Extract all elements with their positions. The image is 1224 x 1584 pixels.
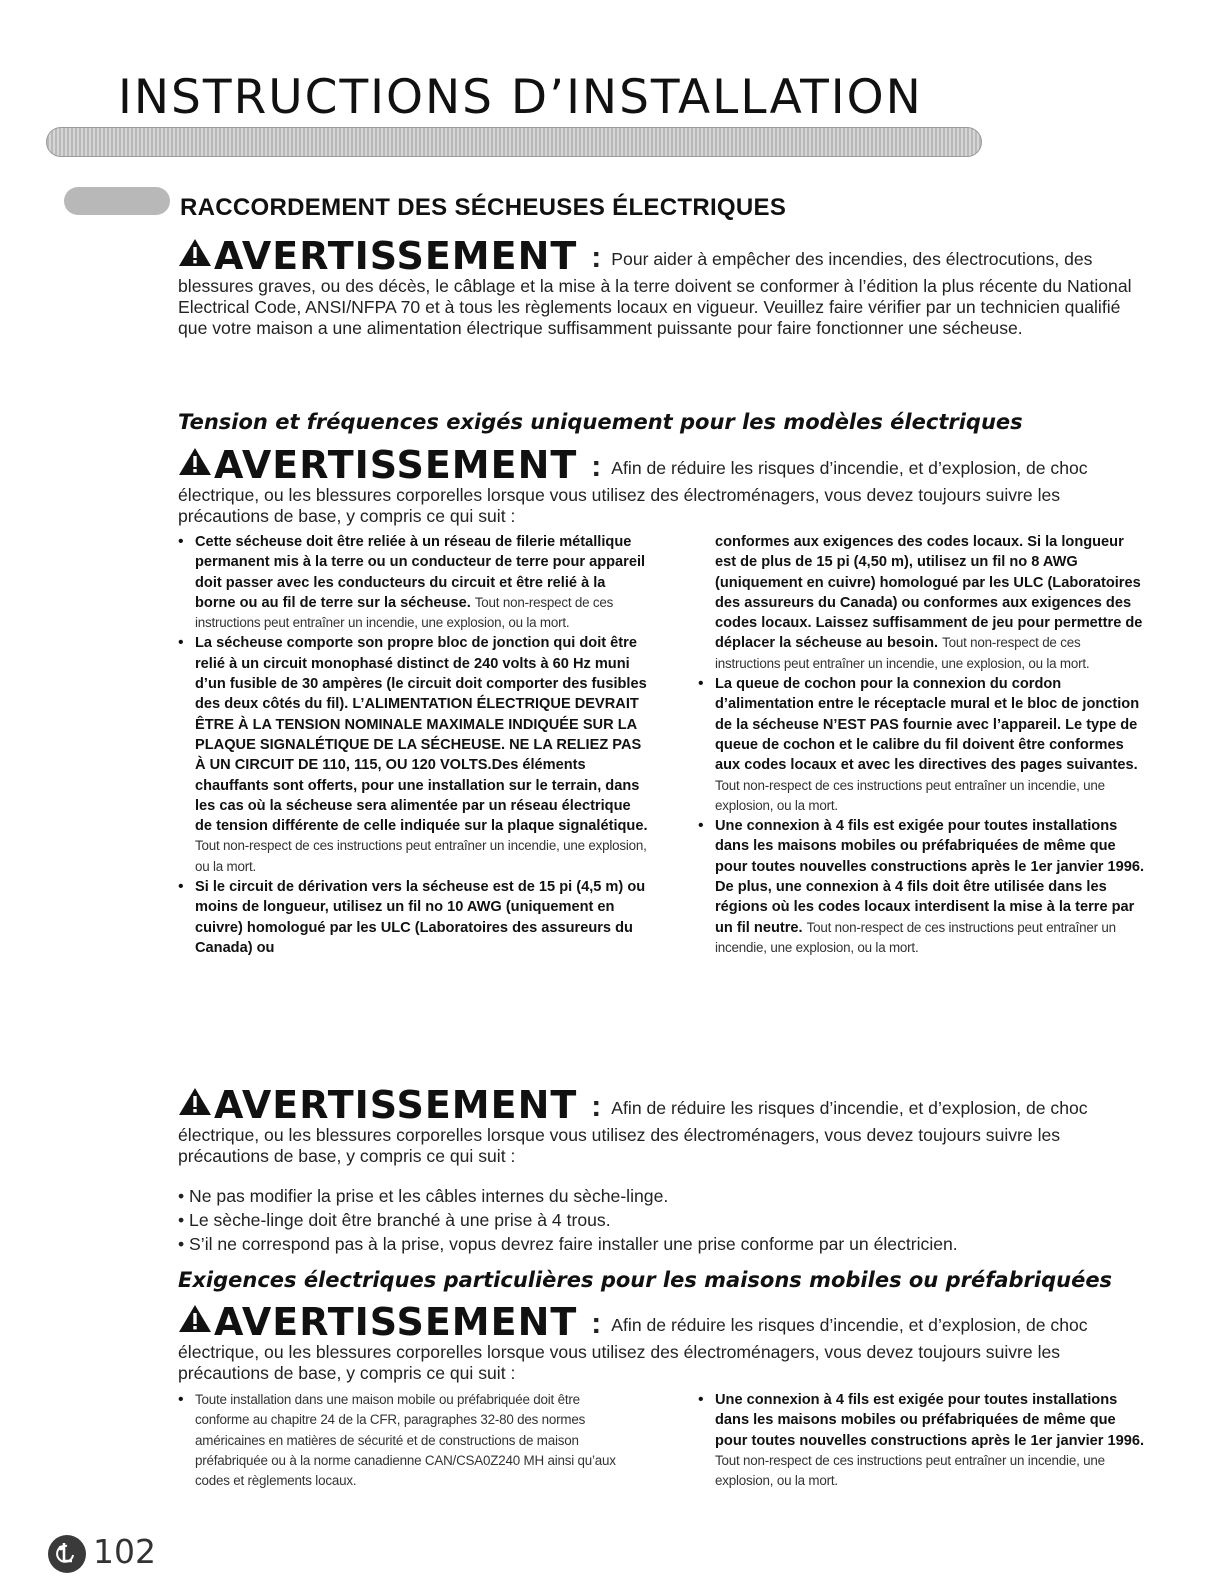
page-number: 102: [93, 1532, 156, 1571]
electric-column-right: [698, 532, 1148, 958]
mobile-column-right: [698, 1390, 1148, 1491]
warning-word: AVERTISSEMENT: [214, 1300, 578, 1344]
warning-block-1: [178, 236, 1140, 339]
mobile-column-left: [178, 1390, 628, 1491]
list-item: • Cette sécheuse doit être reliée à un réseau de filerie métallique permanent mis à la terre ou un conducteur de terre pour appareil doit passer avec les conducteurs du circuit et être relié à la borne ou au fil de terre sur la sécheuse. Tout non-respect de ces instructions peut entraîner un incendie, une explosion, ou la mort.: [178, 533, 646, 631]
list-item: • La queue de cochon pour la connexion du cordon d’alimentation entre le réceptacle mural et le bloc de jonction de la sécheuse N’EST PAS fournie avec l’appareil. Le type de queue de cochon et le calibre du fil doivent être conformes aux codes locaux et avec les directives des pages suivantes. Tout non-respect de ces instructions peut entraîner un incendie, une explosion, ou la mort.: [698, 675, 1140, 813]
page-title: INSTRUCTIONS D’INSTALLATION: [118, 70, 923, 125]
title-underline-bar: [46, 127, 982, 157]
list-item: • Le sèche-linge doit être branché à une prise à 4 trous.: [178, 1210, 611, 1230]
plug-precautions-list: [178, 1184, 958, 1256]
warning-separator: :: [591, 1090, 602, 1123]
warning-triangle-icon: [178, 1086, 212, 1116]
list-item: • S’il ne correspond pas à la prise, vopus devrez faire installer une prise conforme par un électricien.: [178, 1234, 958, 1254]
list-item: • Une connexion à 4 fils est exigée pour toutes installations dans les maisons mobiles ou préfabriquées de même que pour toutes nouvelles constructions après le 1er janvier 1996. Tout non-respect de ces instructions peut entraîner un incendie, une explosion, ou la mort.: [698, 1391, 1145, 1489]
warning-block-3: [178, 1085, 1140, 1167]
warning-separator: :: [591, 1307, 602, 1340]
electric-column-left: [178, 532, 648, 958]
list-item: • Ne pas modifier la prise et les câbles internes du sèche-linge.: [178, 1186, 669, 1206]
warning-block-2: [178, 445, 1140, 527]
list-item: • Si le circuit de dérivation vers la sécheuse est de 15 pi (4,5 m) ou moins de longueur, utilisez un fil no 10 AWG (uniquement en cuivre) homologué par les ULC (Laboratoires des assureurs du Canada) ou: [178, 878, 646, 956]
warning-triangle-icon: [178, 1303, 212, 1333]
warning-text: Afin de réduire les risques d’incendie, et d’explosion, de choc électrique, ou les blessures corporelles lorsque vous utilisez des électroménagers, vous devez toujours suivre les précautions de base, y compris ce qui suit :: [178, 458, 1088, 526]
warning-block-4: [178, 1302, 1140, 1384]
list-item: • Toute installation dans une maison mobile ou préfabriquée doit être conforme au chapitre 24 de la CFR, paragraphes 32-80 des normes américaines en matières de sécurité et de constructions de maison préfabriquée ou à la norme canadienne CAN/CSA0Z240 MH ainsi qu’aux codes et règlements locaux.: [178, 1391, 616, 1489]
warning-text: Pour aider à empêcher des incendies, des électrocutions, des blessures graves, ou des décès, le câblage et la mise à la terre doivent se conformer à l’édition la plus récente du National Electrical Code, ANSI/NFPA 70 et à tous les règlements locaux en vigueur. Veuillez faire vérifier par un technicien qualifié que votre maison a une alimentation électrique suffisamment puissante pour faire fonctionner une sécheuse.: [178, 249, 1132, 338]
warning-triangle-icon: [178, 237, 212, 267]
warning-text: Afin de réduire les risques d’incendie, et d’explosion, de choc électrique, ou les blessures corporelles lorsque vous utilisez des électroménagers, vous devez toujours suivre les précautions de base, y compris ce qui suit :: [178, 1315, 1088, 1383]
list-item: • Une connexion à 4 fils est exigée pour toutes installations dans les maisons mobiles ou préfabriquées de même que pour toutes nouvelles constructions après le 1er janvier 1996. De plus, une connexion à 4 fils doit être utilisée dans les régions où les codes locaux interdisent la mise à la terre par un fil neutre. Tout non-respect de ces instructions peut entraîner un incendie, une explosion, ou la mort.: [698, 817, 1145, 955]
warning-separator: :: [591, 450, 602, 483]
section-heading: RACCORDEMENT DES SÉCHEUSES ÉLECTRIQUES: [180, 194, 787, 221]
list-item: • La sécheuse comporte son propre bloc de jonction qui doit être relié à un circuit monophasé distinct de 240 volts à 60 Hz muni d’un fusible de 30 ampères (le circuit doit comporter des fusibles des deux côtés du fil). L’ALIMENTATION ÉLECTRIQUE DEVRAIT ÊTRE À LA TENSION NOMINALE MAXIMALE INDIQUÉE SUR LA PLAQUE SIGNALÉTIQUE DE LA SÉCHEUSE. NE LA RELIEZ PAS À UN CIRCUIT DE 110, 115, OU 120 VOLTS.Des éléments chauffants sont offerts, pour une installation sur le terrain, dans les cas où la sécheuse sera alimentée par un réseau électrique de tension différente de celle indiquée sur la plaque signalétique. Tout non-respect de ces instructions peut entraîner un incendie, une explosion, ou la mort.: [178, 634, 648, 874]
warning-word: AVERTISSEMENT: [214, 443, 578, 487]
subheading-electric-models: Tension et fréquences exigés uniquement pour les modèles électriques: [178, 410, 1023, 434]
warning-word: AVERTISSEMENT: [214, 1083, 578, 1127]
list-item-continued: conformes aux exigences des codes locaux. Si la longueur est de plus de 15 pi (4,50 m), utilisez un fil no 8 AWG (uniquement en cuivre) homologué par les ULC (Laboratoires des assureurs du Canada) ou conformes aux exigences des codes locaux. Laissez suffisamment de jeu pour permettre de déplacer la sécheuse au besoin. Tout non-respect de ces instructions peut entraîner un incendie, une explosion, ou la mort.: [715, 534, 1143, 671]
warning-separator: :: [591, 241, 602, 274]
warning-triangle-icon: [178, 446, 212, 476]
warning-word: AVERTISSEMENT: [214, 234, 578, 278]
section-marker-pill: [64, 187, 170, 215]
warning-text: Afin de réduire les risques d’incendie, et d’explosion, de choc électrique, ou les blessures corporelles lorsque vous utilisez des électroménagers, vous devez toujours suivre les précautions de base, y compris ce qui suit :: [178, 1098, 1088, 1166]
lg-logo-icon: [47, 1534, 87, 1574]
subheading-mobile-homes: Exigences électriques particulières pour les maisons mobiles ou préfabriquées: [178, 1268, 1113, 1292]
